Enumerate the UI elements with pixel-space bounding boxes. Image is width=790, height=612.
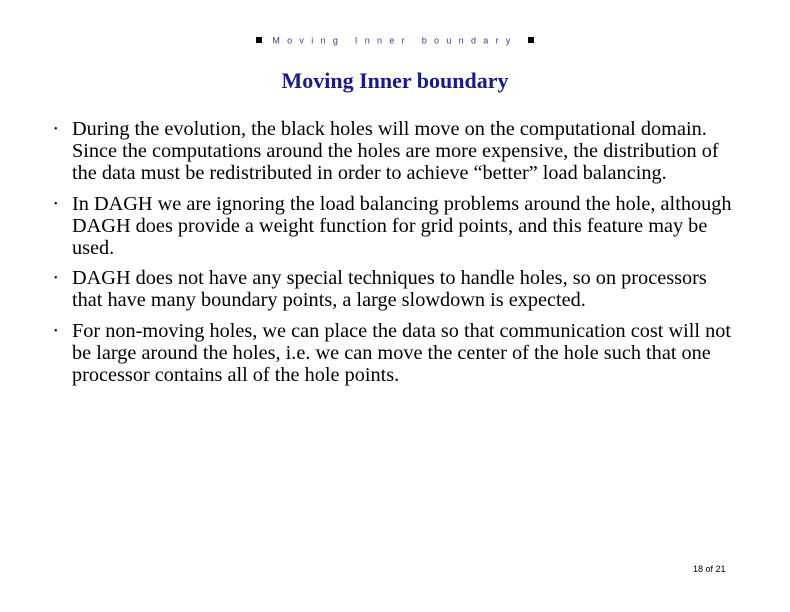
running-header [0,34,790,47]
slide-title: Moving Inner boundary [281,68,509,93]
bullet-item [52,267,742,311]
bullet-item [52,320,742,387]
bullet-icon: • [54,124,58,135]
bullet-list [52,118,742,394]
bullet-icon: • [54,325,58,337]
square-bullet-icon [256,37,262,43]
bullet-text: During the evolution, the black holes will move on the computational domain. Since the computations around the holes are more expensive, the distribution of the data must be redistributed in order to achieve “better” load balancing. [72,118,719,185]
bullet-item [52,193,742,260]
bullet-text: DAGH does not have any special techniques to handle holes, so on processors that have many boundary points, a large slowdown is expected. [72,267,707,312]
bullet-icon: • [54,198,58,210]
bullet-icon: • [54,273,58,285]
bullet-text: For non-moving holes, we can place the data so that communication cost will not be large around the holes, i.e. we can move the center of the hole such that one processor contains all of the hole points. [72,319,731,387]
running-header-text: Moving Inner boundary [272,35,518,46]
page-number: 18 of 21 [693,564,726,574]
bullet-item [52,118,742,185]
square-bullet-icon [528,37,534,43]
bullet-text: In DAGH we are ignoring the load balancing problems around the hole, although DAGH does provide a weight function for grid points, and this feature may be used. [72,192,732,260]
